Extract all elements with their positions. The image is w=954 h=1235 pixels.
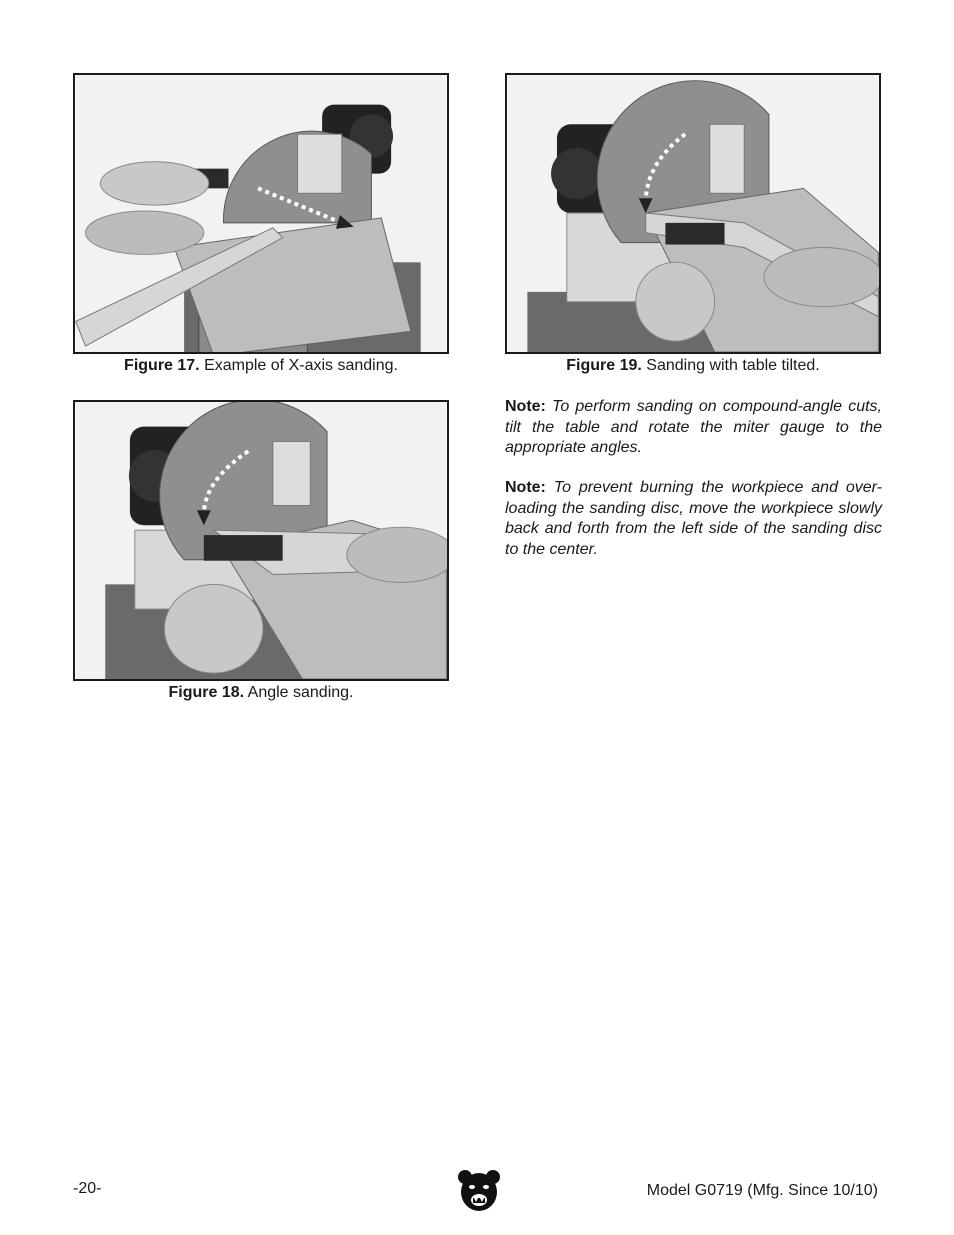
sander-tilted-table-illustration [507,75,879,352]
figure-17-caption [73,357,449,375]
figure-17-text: Example of X-axis sanding. [204,357,398,374]
figure-17-label: Figure 17. [124,357,200,374]
note-text: To prevent burning the workpiece and over-loading the sanding disc, move the workpiece slowly back and forth from the left side of the sanding disc to the center. [505,479,883,558]
note-label: Note: [505,398,546,415]
page-number: -20- [73,1180,102,1197]
figure-19-label: Figure 19. [566,357,642,374]
note-label: Note: [505,479,546,496]
figure-19-text: Sanding with table tilted. [646,357,820,374]
note-prevent-burning [505,478,882,560]
note-compound-angle [505,397,882,459]
figure-18-text: Angle sanding. [247,684,354,701]
figure-18-caption [73,684,449,702]
sander-angle-illustration [75,402,447,679]
figure-18-label: Figure 18. [168,684,245,701]
bear-head-icon [456,1168,502,1212]
note-text: To perform sanding on compound-angle cuts, tilt the table and rotate the miter gauge to the appropriate angles. [505,398,882,456]
model-info: Model G0719 (Mfg. Since 10/10) [646,1182,878,1199]
sander-x-axis-illustration [75,75,447,352]
figure-19-caption [505,357,881,375]
figure-17-photo [73,73,449,354]
figure-19-photo [505,73,881,354]
figure-18-photo [73,400,449,681]
